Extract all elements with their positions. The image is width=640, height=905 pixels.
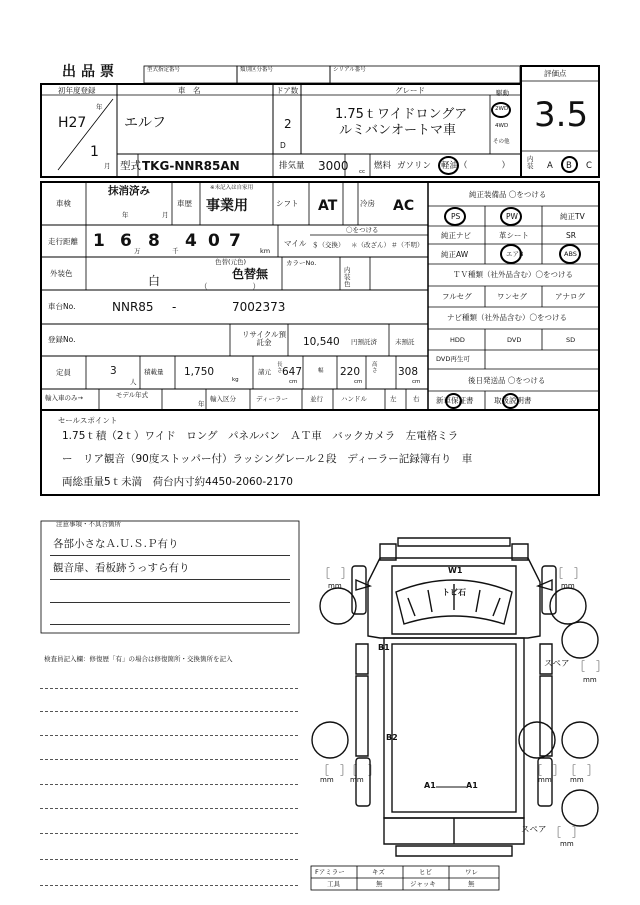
chassis-number: 7002373 [232,300,286,314]
handle-label: ハンドル [341,395,367,403]
legend-mirror: Fアミラー [315,868,345,876]
width-label: 幅 [318,368,324,374]
navi-title: ナビ種類（社外品含む）〇をつける [447,313,567,322]
legend-scratch: キズ [372,868,385,876]
car-name-label: 車 名 [178,86,201,95]
interior-a: A [547,161,553,171]
recycle-unpaid: 未預託 [395,338,415,346]
displacement-unit: cc [359,169,366,175]
load-label: 積載量 [144,368,164,376]
equip-pw-circle [500,207,522,226]
import-type-label: 輸入区分 [210,395,236,403]
inspection-year-unit: 年 [122,211,129,219]
tire-bracket-rear-left-inner: ［ ］ [346,764,379,777]
first-reg-year-unit: 年 [96,103,103,111]
mileage-digit-5: 0 [208,231,220,251]
equip-pw: PW [506,212,518,221]
mileage-digit-1: 1 [93,231,105,251]
fuel-gasoline: ガソリン [397,161,432,171]
handle-left: 左 [390,395,397,403]
inspection-month-unit: 月 [162,211,169,219]
notes-label: 注意事項・不具合箇所 [56,520,121,528]
model-year-label: モデル年式 [115,391,149,399]
equip-airbag: エアB [506,250,524,258]
mileage-digit-2: 6 [120,231,132,251]
inspection-value: 抹消済み [108,185,150,197]
first-reg-year: H27 [58,115,87,131]
tire-bracket-front-right: ［ ］ [552,567,585,580]
later-warranty-circle [445,393,462,409]
handle-right: 右 [413,395,420,403]
interior-b-circle [561,156,578,173]
later-warranty: 新車保証書 [436,396,474,405]
tv-analog: アナログ [555,292,585,301]
inspector-line-5 [40,784,298,785]
width-unit: cm [354,379,363,385]
inspector-line-9 [40,885,298,886]
fuel-label: 燃料 [374,161,392,171]
chassis-dash: - [172,300,177,314]
mileage-label: 走行距離 [48,237,78,246]
mileage-sen-unit: 千 [172,247,179,255]
note-rule-4 [50,624,290,625]
displacement-value: 3000 [318,159,349,173]
mm-spare-top: mm [583,676,597,684]
capacity-unit: 人 [130,378,137,386]
equipment-title: 純正装備品 〇をつける [469,190,547,199]
drive-label: 駆動 [496,89,509,97]
equip-airbag-circle [500,244,522,264]
form-title: 出品票 [62,64,119,80]
mark-b2: B2 [386,733,398,742]
color-change-value: 色替無 [232,267,269,281]
mark-tobi-ishi: トビ石 [442,588,466,597]
history-label: 車歴 [177,199,192,208]
color-no-label: カラーNo. [286,259,317,267]
mileage-man-unit: 万 [134,247,141,255]
inspector-line-7 [40,833,298,834]
height-unit: cm [412,379,421,385]
sales-points-label: セールスポイント [58,416,118,425]
mark-a1-right: A1 [466,781,478,790]
mileage-opt-tamper: ＊（改ざん） [351,241,390,249]
mileage-circle-note: 〇をつける [346,226,379,234]
length-unit: cm [289,379,298,385]
later-manual-circle [502,393,519,409]
recycle-paid: 円預託済 [351,338,377,346]
capacity-value: 3 [110,365,117,377]
color-change-paren: （ ） [200,282,260,291]
first-reg-month: 1 [90,144,99,160]
inspector-line-6 [40,808,298,809]
color-change-label: 色替(元色) [215,258,247,266]
interior-label: 内装 [527,155,534,171]
note-rule-2 [50,579,290,580]
recycle-amount: 10,540 [303,336,340,348]
note-rule-3 [50,602,290,603]
navi-sd: SD [566,336,576,344]
navi-hdd: HDD [450,336,465,344]
grade-line2: ルミバンオートマ車 [339,123,457,138]
load-value: 1,750 [184,366,215,378]
score-value: 3.5 [534,95,589,135]
fuel-diesel-circle [438,156,459,175]
mm-front-right: mm [561,582,575,590]
spare-label-top: スペア [544,659,570,669]
equip-ps-circle [444,207,466,226]
serial-label: シリアル番号 [333,67,366,73]
inspector-label: 検査員記入欄：修復歴「有」の場合は修復箇所・交換箇所を記入 [44,655,233,663]
doors-label: ドア数 [276,86,299,95]
equip-ps: PS [451,212,461,221]
inspector-line-4 [40,759,298,760]
drive-2wd-circle [491,102,511,118]
equip-tv: 純正TV [560,212,585,221]
mm-rear-left-outer: mm [320,776,334,784]
displacement-label: 排気量 [279,161,305,171]
first-reg-label: 初年度登録 [58,86,96,95]
category-label: 類別区分番号 [240,67,274,73]
doors-value: 2 [284,117,292,131]
spare-bracket-bottom: ［ ］ [550,826,583,839]
tire-bracket-rear-right-outer: ［ ］ [565,764,598,777]
inspector-line-2 [40,711,298,712]
shift-value: AT [318,198,338,214]
capacity-label: 定員 [56,368,71,377]
score-label: 評価点 [544,69,567,78]
tv-fullseg: フルセグ [442,292,472,301]
import-label: 輸入車のみ→ [45,394,83,402]
recycle-label: リサイクル預託金 [242,330,286,348]
interior-color-label: 内装色 [344,266,351,289]
mileage-digit-4: 4 [185,231,197,251]
mark-a1-left: A1 [424,781,436,790]
grade-label: グレード [395,86,425,95]
mark-b1: B1 [378,643,390,652]
import-dealer: ディーラー [256,395,288,403]
drive-other: その他 [493,139,510,145]
legend-tools-value-2: ジャッキ [410,880,436,888]
legend-tools-value-1: 無 [376,880,383,888]
tire-bracket-rear-right-inner: ［ ］ [531,764,564,777]
mileage-digit-3: 8 [148,231,160,251]
exterior-color-value: 白 [148,274,161,288]
first-reg-month-unit: 月 [104,162,111,170]
tire-bracket-front-left: ［ ］ [319,567,352,580]
equip-navi: 純正ナビ [441,231,471,240]
mm-spare-bottom: mm [560,840,574,848]
width-value: 220 [340,366,361,378]
sales-point-line-1: 1.75ｔ積（2ｔ）ワイド ロング パネルバン ＡＴ車 バックカメラ 左電格ミラ [62,430,459,442]
inspector-line-3 [40,735,298,736]
sales-point-line-3: 両総重量5ｔ未満 荷台内寸約4450-2060-2170 [62,476,293,488]
inspection-label: 車検 [56,199,71,208]
navi-dvd: DVD [507,336,522,344]
chassis-label: 車台No. [48,302,76,311]
chassis-prefix: NNR85 [112,300,154,314]
sales-point-line-2: ー リア観音（90度ストッパー付）ラッシングレール２段 ディーラー記録簿有り 車 [62,453,473,465]
later-title: 後日発送品 〇をつける [468,376,546,385]
mileage-opt-unknown: ＃（不明） [391,241,424,249]
aircon-value: AC [393,198,415,214]
equip-leather: 革シート [499,231,529,240]
note-line-1: 各部小さなＡ.Ｕ.Ｓ.Ｐ有り [53,538,179,550]
mile-label: マイル [284,239,307,248]
legend-crack: ヒビ [419,868,432,876]
legend-tools-label: 工具 [327,880,340,888]
mm-rear-right-outer: mm [570,776,584,784]
car-name: エルフ [124,115,166,131]
later-manual: 取扱説明書 [494,396,532,405]
load-unit: kg [232,377,239,383]
shift-label: シフト [276,199,299,208]
grade-line1: 1.75ｔワイドロングア [335,107,468,122]
exterior-color-label: 外装色 [50,269,73,278]
history-note: ※未記入は自家用 [210,185,254,191]
interior-b: B [566,161,572,171]
mm-rear-left-inner: mm [350,776,364,784]
dvd-playback: DVD再生可 [436,355,470,363]
equip-aw: 純正AW [441,250,469,259]
spare-label-bottom: スペア [521,825,547,835]
fuel-paren: （ ） [459,161,511,171]
inspector-line-1 [40,688,298,689]
legend-tools-value-3: 無 [468,880,475,888]
drive-2wd: 2WD [495,106,509,112]
note-line-2: 観音扉、看板跡うっすら有り [53,562,190,574]
import-parallel: 並行 [310,395,323,403]
tire-bracket-rear-left-outer: ［ ］ [318,764,351,777]
dims-label: 諸元 [258,368,271,376]
equip-abs-circle [559,244,581,264]
aircon-label: 冷房 [360,199,375,208]
legend-break: ワレ [465,868,478,876]
tv-title: ＴＶ種類（社外品含む）〇をつける [453,270,573,279]
history-value: 事業用 [206,198,248,214]
tv-oneseg: ワンセグ [497,292,527,301]
height-label: 高さ [372,362,378,375]
equip-abs: ABS [564,250,577,258]
fuel-diesel: 軽油 [441,161,459,171]
model-label: 型式 [120,160,141,172]
interior-c: C [586,161,592,171]
length-label: 長さ [277,362,283,375]
mm-front-left: mm [328,582,342,590]
length-value: 647 [282,366,303,378]
inspector-line-8 [40,859,298,860]
a1-arrow [436,784,466,790]
mileage-opt-exchange: ＄（交換） [312,241,345,249]
mileage-km-unit: km [260,247,271,255]
model-year-unit: 年 [198,400,205,408]
model-code: TKG-NNR85AN [142,159,240,173]
spare-bracket-top: ［ ］ [574,660,607,673]
mark-w1: W1 [448,566,463,575]
note-rule-1 [50,555,290,556]
height-value: 308 [398,366,419,378]
mileage-digit-6: 7 [229,231,241,251]
doors-suffix: D [280,141,286,150]
mm-rear-right-inner: mm [538,776,552,784]
drive-4wd: 4WD [495,123,509,129]
type-cert-label: 型式指定番号 [147,67,181,73]
equip-sr: SR [566,231,576,240]
registration-label: 登録No. [48,335,76,344]
